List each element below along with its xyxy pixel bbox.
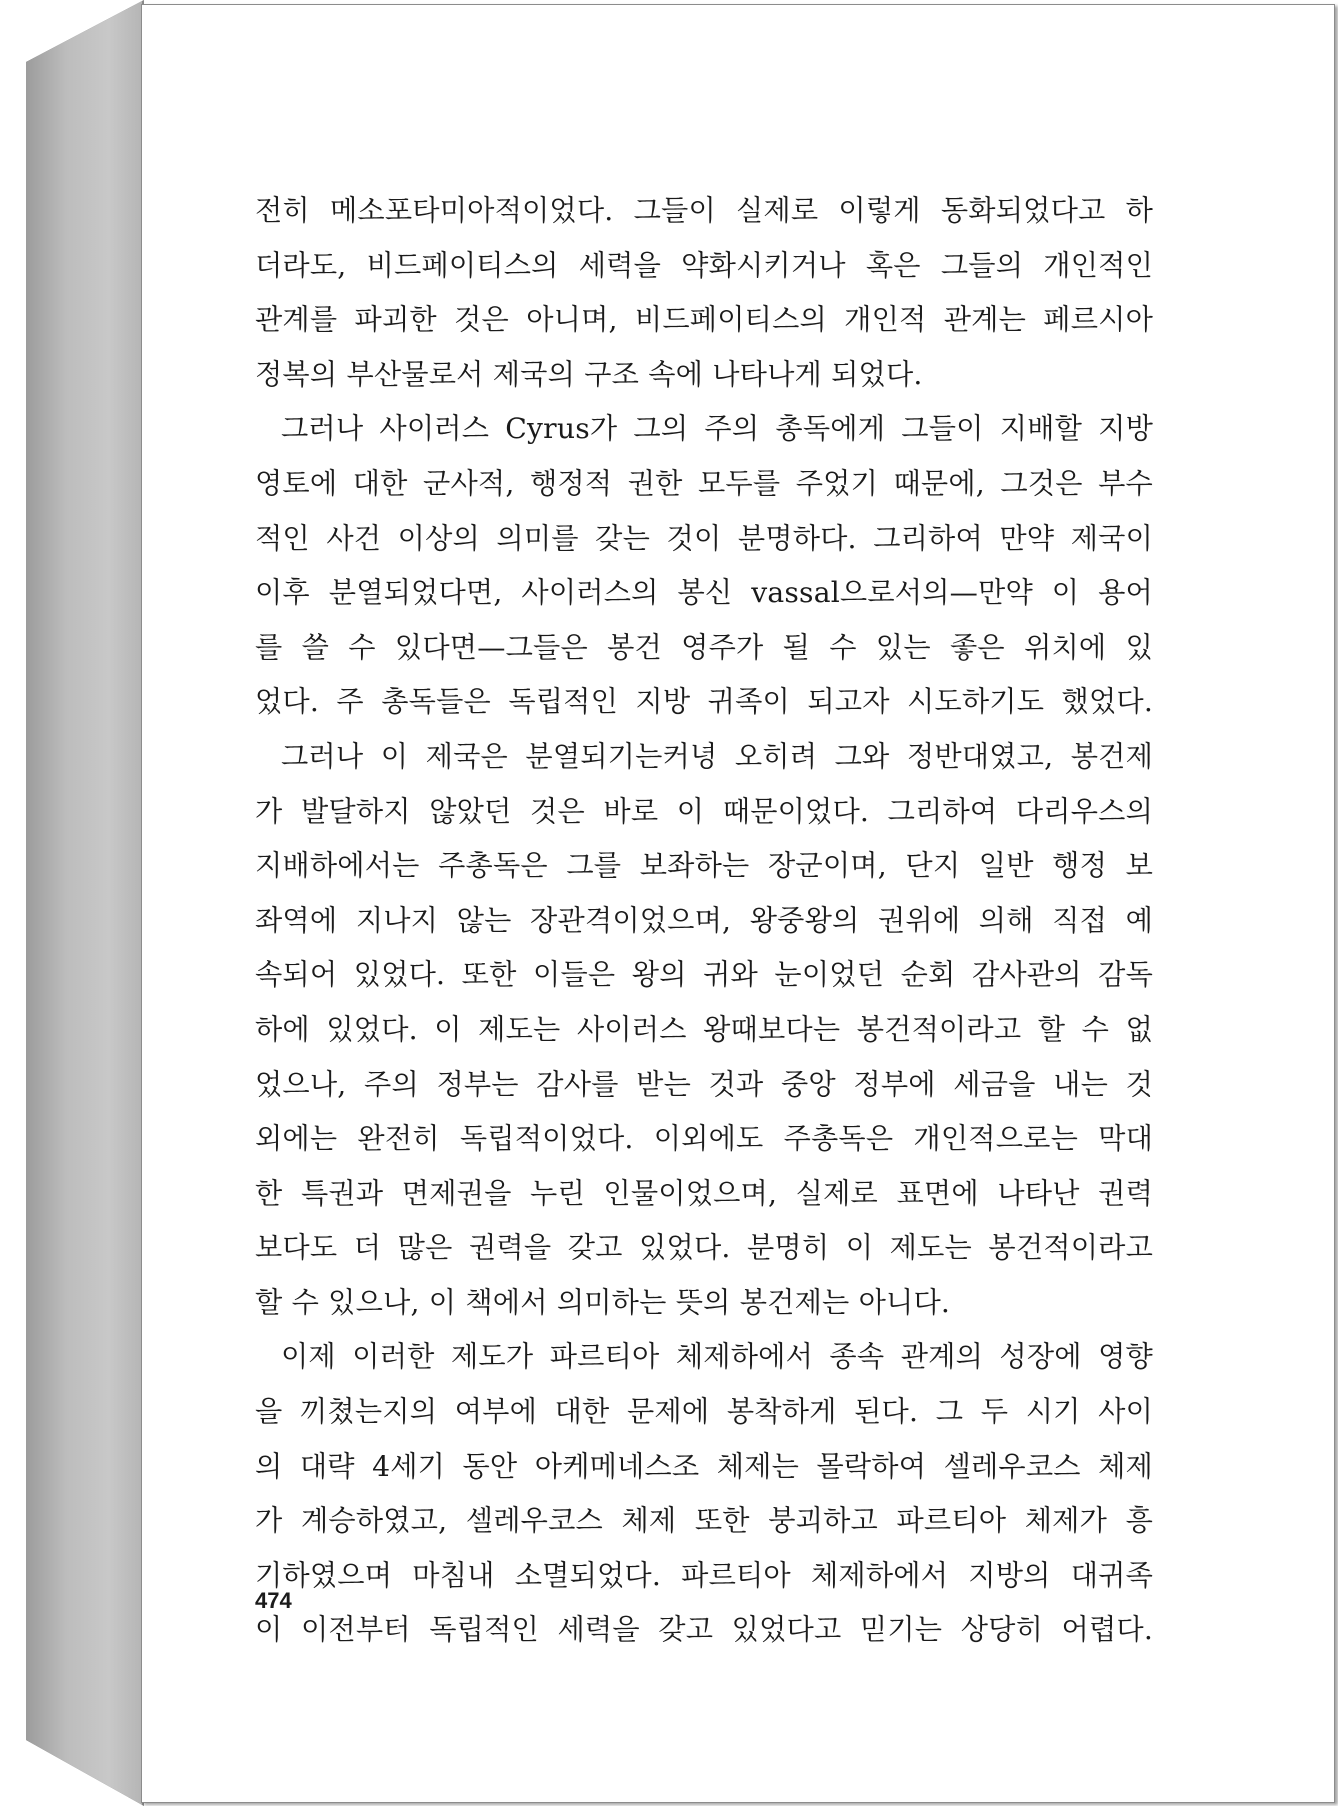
body-text <box>255 184 1153 1658</box>
text-line: 이 이전부터 독립적인 세력을 갖고 있었다고 믿기는 상당히 어렵다. <box>255 1613 1153 1647</box>
text-line: 보다도 더 많은 권력을 갖고 있었다. 분명히 이 제도는 봉건적이라고 <box>255 1231 1153 1265</box>
text-line: 더라도, 비드페이티스의 세력을 약화시키거나 혹은 그들의 개인적인 <box>255 248 1153 282</box>
text-line: 적인 사건 이상의 의미를 갖는 것이 분명하다. 그리하여 만약 제국이 <box>255 521 1153 555</box>
text-line: 그러나 사이러스 Cyrus가 그의 주의 총독에게 그들이 지배할 지방 <box>281 412 1153 446</box>
text-line: 었다. 주 총독들은 독립적인 지방 귀족이 되고자 시도하기도 했었다. <box>255 685 1153 719</box>
text-line: 지배하에서는 주총독은 그를 보좌하는 장군이며, 단지 일반 행정 보 <box>255 849 1153 883</box>
text-line: 할 수 있으나, 이 책에서 의미하는 뜻의 봉건제는 아니다. <box>255 1285 951 1319</box>
text-line: 이후 분열되었다면, 사이러스의 봉신 vassal으로서의—만약 이 용어 <box>255 576 1153 610</box>
text-line: 정복의 부산물로서 제국의 구조 속에 나타나게 되었다. <box>255 357 923 391</box>
text-line: 가 계승하였고, 셀레우코스 체제 또한 붕괴하고 파르티아 체제가 흥 <box>255 1504 1153 1538</box>
text-line: 하에 있었다. 이 제도는 사이러스 왕때보다는 봉건적이라고 할 수 없 <box>255 1012 1153 1046</box>
book-spine <box>26 0 144 1806</box>
text-line: 기하였으며 마침내 소멸되었다. 파르티아 체제하에서 지방의 대귀족 <box>255 1558 1153 1592</box>
text-line: 를 쓸 수 있다면—그들은 봉건 영주가 될 수 있는 좋은 위치에 있 <box>255 630 1153 664</box>
text-line: 이제 이러한 제도가 파르티아 체제하에서 종속 관계의 성장에 영향 <box>281 1340 1153 1374</box>
text-line: 영토에 대한 군사적, 행정적 권한 모두를 주었기 때문에, 그것은 부수 <box>255 466 1153 500</box>
text-line: 그러나 이 제국은 분열되기는커녕 오히려 그와 정반대였고, 봉건제 <box>281 739 1153 773</box>
text-line: 좌역에 지나지 않는 장관격이었으며, 왕중왕의 권위에 의해 직접 예 <box>255 903 1153 937</box>
text-line: 의 대략 4세기 동안 아케메네스조 체제는 몰락하여 셀레우코스 체제 <box>255 1449 1153 1483</box>
text-line: 속되어 있었다. 또한 이들은 왕의 귀와 눈이었던 순회 감사관의 감독 <box>255 958 1153 992</box>
text-line: 전히 메소포타미아적이었다. 그들이 실제로 이렇게 동화되었다고 하 <box>255 194 1153 227</box>
text-line: 가 발달하지 않았던 것은 바로 이 때문이었다. 그리하여 다리우스의 <box>255 794 1153 828</box>
text-line: 었으나, 주의 정부는 감사를 받는 것과 중앙 정부에 세금을 내는 것 <box>255 1067 1153 1101</box>
text-line: 관계를 파괴한 것은 아니며, 비드페이티스의 개인적 관계는 페르시아 <box>255 303 1153 337</box>
page-number: 474 <box>255 1588 292 1613</box>
text-line: 한 특권과 면제권을 누린 인물이었으며, 실제로 표면에 나타난 권력 <box>255 1176 1153 1210</box>
text-line: 외에는 완전히 독립적이었다. 이외에도 주총독은 개인적으로는 막대 <box>255 1122 1153 1156</box>
text-line: 을 끼쳤는지의 여부에 대한 문제에 봉착하게 된다. 그 두 시기 사이 <box>255 1395 1153 1429</box>
